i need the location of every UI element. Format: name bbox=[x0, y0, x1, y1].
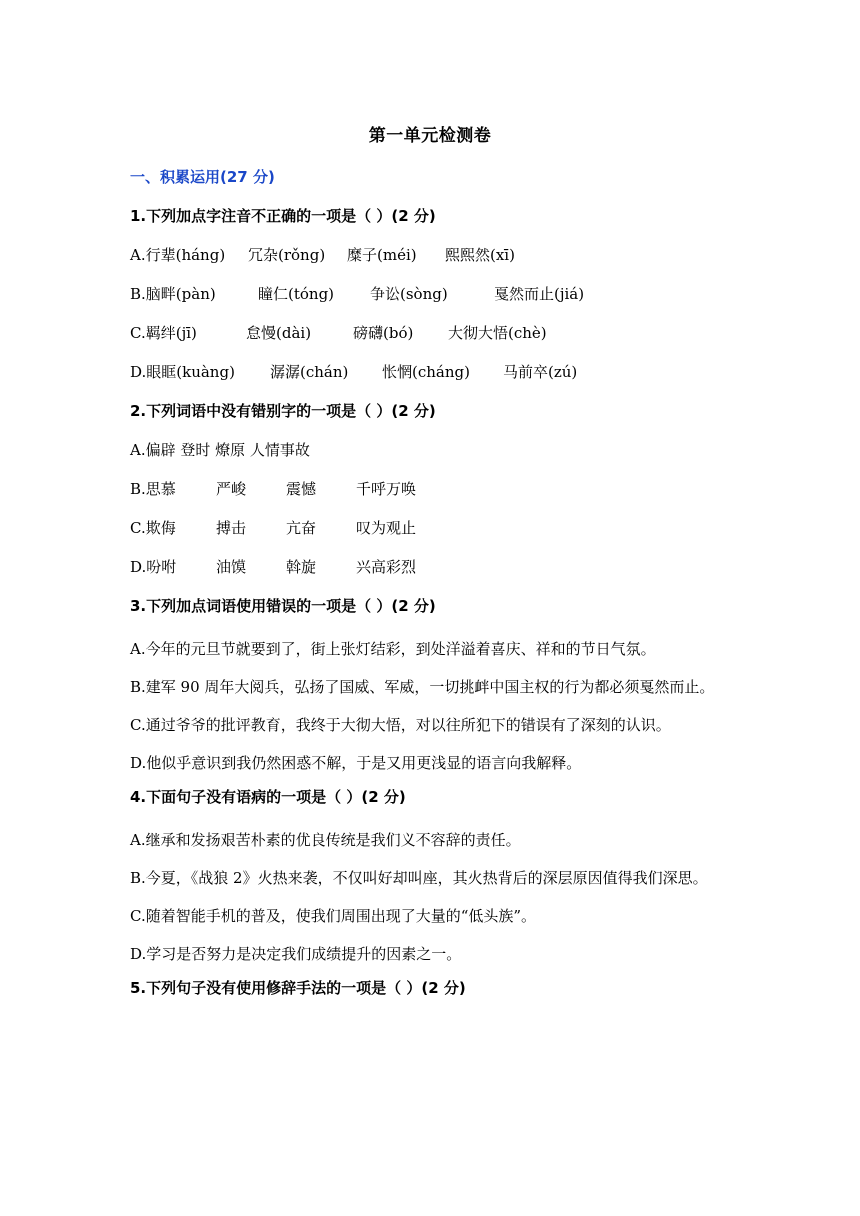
question-1-option-b bbox=[130, 281, 736, 320]
option-item: 千呼万唤 bbox=[356, 480, 417, 498]
question-4-option-c: C.随着智能手机的普及，使我们周围出现了大量的“低头族”。 bbox=[130, 907, 537, 925]
question-1-option-a bbox=[130, 242, 736, 281]
section-heading: 一、积累运用(27 分) bbox=[130, 168, 275, 186]
option-item: 斡旋 bbox=[286, 558, 317, 576]
question-1-option-c bbox=[130, 320, 736, 359]
question-2-option-c bbox=[130, 515, 736, 554]
option-item: D.吩咐 bbox=[130, 558, 177, 576]
option-item: 叹为观止 bbox=[356, 519, 417, 537]
question-4-option-b: B.今夏，《战狼 2》火热来袭，不仅叫好却叫座，其火热背后的深层原因值得我们深思。 bbox=[130, 869, 708, 887]
option-item: C.欺侮 bbox=[130, 519, 176, 537]
option-item: 怅惘(cháng) bbox=[382, 363, 470, 381]
option-item: 严峻 bbox=[216, 480, 247, 498]
question-5-stem: 5.下列句子没有使用修辞手法的一项是（ ）(2 分) bbox=[130, 979, 466, 997]
option-item: 磅礴(bó) bbox=[353, 324, 414, 342]
option-item: 怠慢(dài) bbox=[246, 324, 312, 342]
option-item: 瞳仁(tóng) bbox=[258, 285, 335, 303]
option-item: 搏击 bbox=[216, 519, 247, 537]
question-2-option-d bbox=[130, 554, 736, 593]
question-3-option-c: C.通过爷爷的批评教育，我终于大彻大悟，对以往所犯下的错误有了深刻的认识。 bbox=[130, 716, 671, 734]
question-2-option-b bbox=[130, 476, 736, 515]
question-4-option-a: A.继承和发扬艰苦朴素的优良传统是我们义不容辞的责任。 bbox=[130, 831, 521, 849]
option-item: 亢奋 bbox=[286, 519, 317, 537]
option-item: 潺潺(chán) bbox=[270, 363, 349, 381]
option-item: 大彻大悟(chè) bbox=[448, 324, 547, 342]
question-3-option-d: D.他似乎意识到我仍然困惑不解，于是又用更浅显的语言向我解释。 bbox=[130, 754, 582, 772]
option-item: 糜子(méi) bbox=[347, 246, 417, 264]
option-item: A.行辈(háng) bbox=[130, 246, 226, 264]
question-3-option-a: A.今年的元旦节就要到了，街上张灯结彩，到处洋溢着喜庆、祥和的节日气氛。 bbox=[130, 640, 656, 658]
option-item: 争讼(sòng) bbox=[370, 285, 448, 303]
option-item: B.脑畔(pàn) bbox=[130, 285, 216, 303]
question-2-stem: 2.下列词语中没有错别字的一项是（ ）(2 分) bbox=[130, 402, 436, 420]
option-item: 油馍 bbox=[216, 558, 247, 576]
option-item: B.思慕 bbox=[130, 480, 176, 498]
question-1-stem: 1.下列加点字注音不正确的一项是（ ）(2 分) bbox=[130, 207, 436, 225]
document-body bbox=[130, 164, 736, 1014]
question-3-stem: 3.下列加点词语使用错误的一项是（ ）(2 分) bbox=[130, 597, 436, 615]
option-item: D.眼眶(kuàng) bbox=[130, 363, 235, 381]
option-item: C.羁绊(jī) bbox=[130, 324, 197, 342]
question-3-option-b: B.建军 90 周年大阅兵，弘扬了国威、军威，一切挑衅中国主权的行为都必须戛然而止。 bbox=[130, 678, 715, 696]
page-title: 第一单元检测卷 bbox=[368, 126, 492, 146]
option-item: 兴高彩烈 bbox=[356, 558, 417, 576]
option-item: 冗杂(rǒng) bbox=[248, 246, 326, 264]
question-2-option-a: A.偏辟 登时 燎原 人情事故 bbox=[130, 441, 310, 459]
option-item: 戛然而止(jiá) bbox=[494, 285, 585, 303]
option-item: 马前卒(zú) bbox=[503, 363, 578, 381]
question-1-option-d bbox=[130, 359, 736, 398]
question-4-stem: 4.下面句子没有语病的一项是（ ）(2 分) bbox=[130, 788, 406, 806]
option-item: 震憾 bbox=[286, 480, 317, 498]
question-4-option-d: D.学习是否努力是决定我们成绩提升的因素之一。 bbox=[130, 945, 462, 963]
option-item: 熙熙然(xī) bbox=[445, 246, 515, 264]
